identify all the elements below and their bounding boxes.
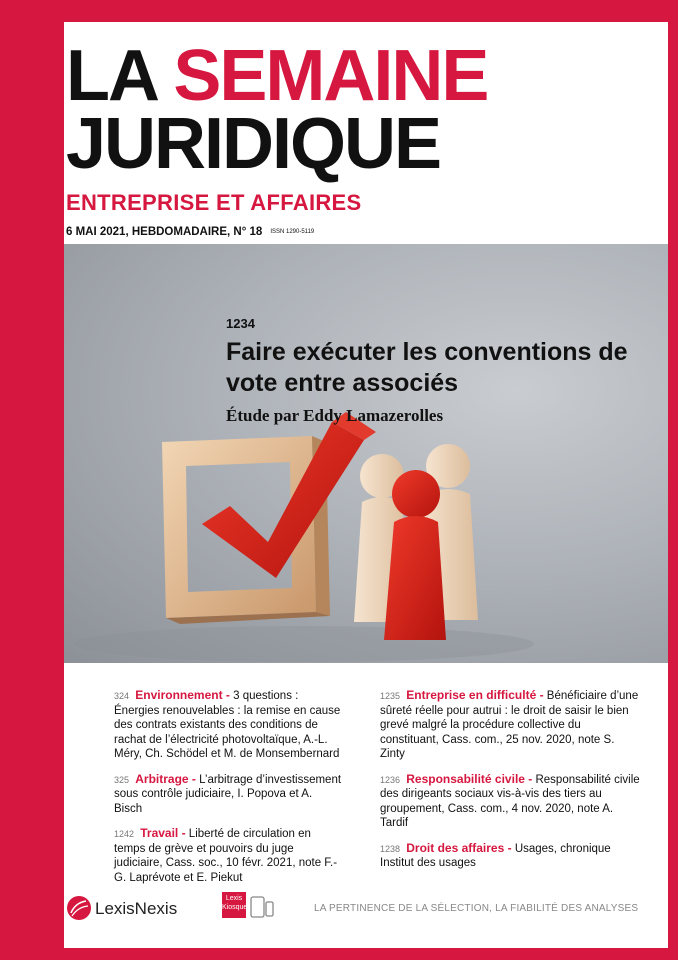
toc-item-text: Liberté de circulation en temps de grève et pouvoirs du juge judiciaire, Cass. soc., 10 févr. 2021, note F.-G. Laprévote et E. Piekut xyxy=(114,828,338,884)
toc-item xyxy=(114,688,342,762)
masthead-subtitle: ENTREPRISE ET AFFAIRES xyxy=(66,190,362,215)
masthead-title-line2: JURIDIQUE xyxy=(66,104,441,184)
red-frame-right xyxy=(668,0,678,960)
toc-right-column xyxy=(380,688,640,881)
masthead-title-la: LA xyxy=(66,36,156,116)
article-title: Faire exécuter les conventions de vote entre associés xyxy=(226,338,628,397)
lexis-kiosque-badge xyxy=(222,892,246,918)
toc-item-category: Droit des affaires - xyxy=(406,840,512,855)
red-frame-bottom xyxy=(0,948,678,960)
issue-date: 6 MAI 2021, HEBDOMADAIRE, N° 18 xyxy=(66,226,263,238)
toc-item xyxy=(380,772,640,831)
toc-item-category: Arbitrage - xyxy=(135,771,196,786)
toc-item xyxy=(114,826,342,885)
toc-item xyxy=(380,688,640,762)
toc-item-number: 1242 xyxy=(114,829,135,839)
kiosk-badge-line1: Lexis xyxy=(225,895,243,902)
cover-photo xyxy=(64,244,668,663)
masthead-title-line1 xyxy=(66,36,488,116)
toc-item xyxy=(380,841,640,871)
toc-item-text: L’arbitrage d’investissement sous contrôle judiciaire, I. Popova et A. Bisch xyxy=(114,773,342,815)
toc-left-column xyxy=(114,688,342,895)
toc-item-category: Environnement - xyxy=(135,688,230,702)
toc-item-number: 324 xyxy=(114,691,130,701)
red-frame-top xyxy=(0,0,678,22)
lexisnexis-logo-icon xyxy=(66,895,92,921)
publisher-name: LexisNexis xyxy=(95,899,178,918)
toc-item-text: Bénéficiaire d’une sûreté réelle pour autrui : le droit de saisir le bien grevé malgré la procédure collective du constituant, Cass. com., 25 nov. 2020, note S. Zinty xyxy=(380,690,639,760)
issn: ISSN 1290-5119 xyxy=(270,228,315,235)
toc-item-number: 1236 xyxy=(380,774,401,785)
toc-item-number: 1238 xyxy=(380,843,401,854)
article-author: Étude par Eddy Lamazerolles xyxy=(226,406,444,425)
toc-item-number: 325 xyxy=(114,774,130,785)
toc-item-category: Entreprise en difficulté - xyxy=(406,688,544,702)
article-number: 1234 xyxy=(226,316,255,331)
toc-item-text: Usages, chronique Institut des usages xyxy=(380,842,611,869)
toc-item-text: Responsabilité civile des dirigeants sociaux vis-à-vis des tiers au groupement, Cass. com., 4 nov. 2020, note A. Tardif xyxy=(380,773,640,829)
toc-item-category: Responsabilité civile - xyxy=(406,771,533,786)
red-frame-left xyxy=(0,0,64,960)
tablet-phone-icon xyxy=(250,894,274,920)
toc-item xyxy=(114,772,342,817)
issue-line xyxy=(66,226,314,238)
toc-item-text: 3 questions : Énergies renouvelables : la remise en cause des contrats existants des conditions de rachat de l’électricité photovoltaïque, A.-L. Méry, Ch. Schödel et M. de Monsembernard xyxy=(114,690,341,760)
toc-item-category: Travail - xyxy=(140,826,186,840)
masthead-title-semaine: SEMAINE xyxy=(173,36,488,116)
kiosk-badge-line2: Kiosque xyxy=(222,904,248,911)
toc-item-number: 1235 xyxy=(380,691,401,701)
footer-tagline: LA PERTINENCE DE LA SÉLECTION, LA FIABILITÉ DES ANALYSES xyxy=(314,903,639,914)
voting-figures-illustration xyxy=(64,244,668,663)
cover-sheet xyxy=(64,22,668,948)
